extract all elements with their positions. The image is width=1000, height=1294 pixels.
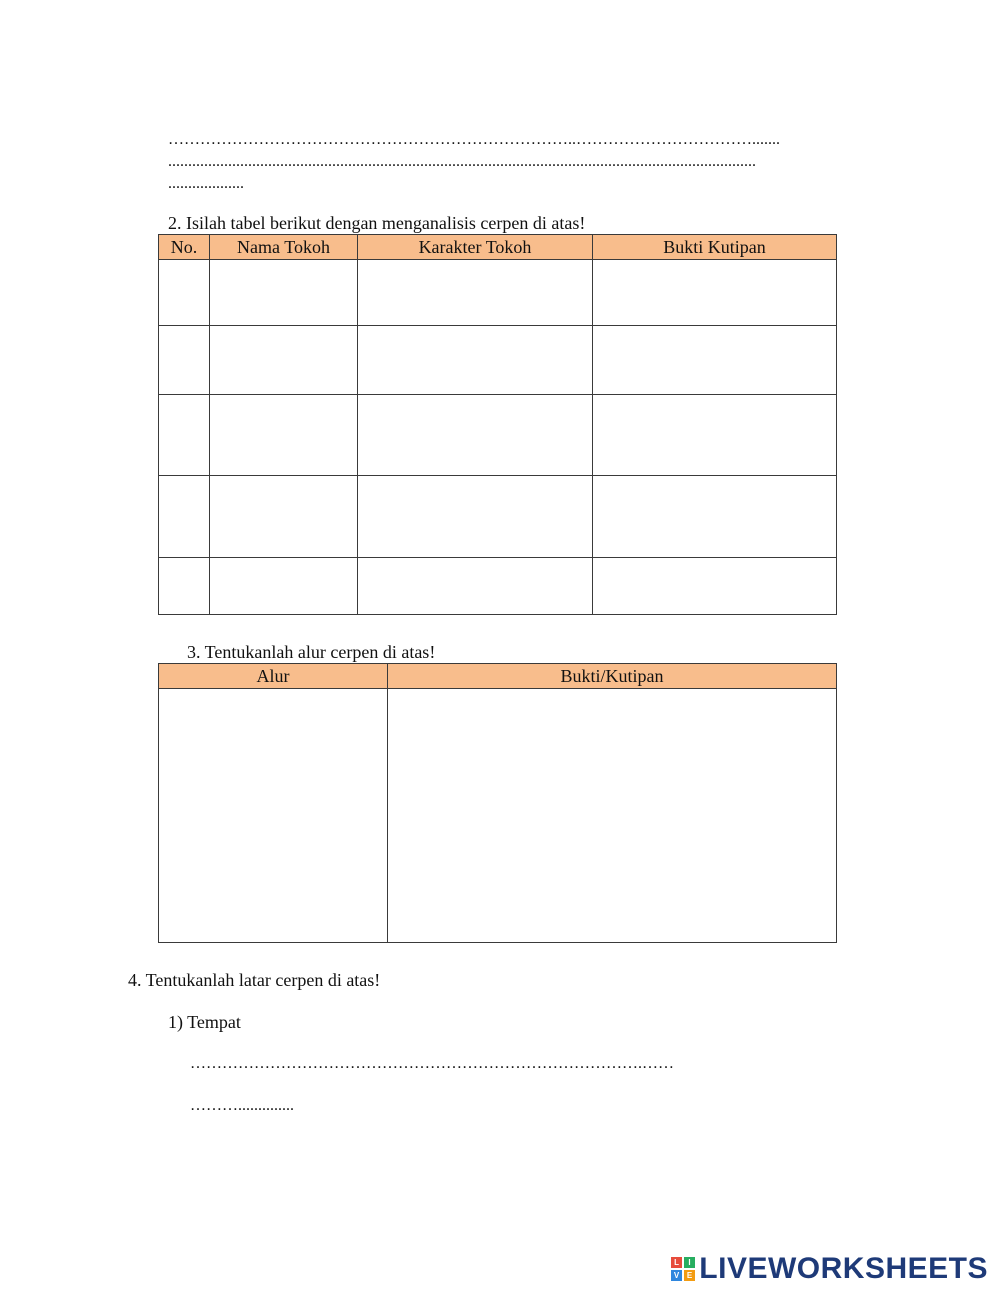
cell-nama-tokoh[interactable]	[210, 558, 358, 615]
answer-line-2[interactable]: ...................................................................................................................................................	[168, 153, 756, 170]
cell-bukti-kutipan[interactable]	[593, 558, 837, 615]
cell-nama-tokoh[interactable]	[210, 395, 358, 476]
cell-no[interactable]	[159, 326, 210, 395]
section-3-title: 3. Tentukanlah alur cerpen di atas!	[187, 642, 436, 662]
tempat-answer-line-1[interactable]: ………………………………………………………………………….……	[190, 1055, 674, 1072]
logo-tile-v: V	[671, 1270, 682, 1281]
answer-line-3[interactable]: ...................	[168, 175, 244, 192]
cell-bukti-kutipan[interactable]	[593, 326, 837, 395]
cell-karakter-tokoh[interactable]	[358, 395, 593, 476]
table-row	[159, 558, 837, 615]
col-bukti-kutipan-header: Bukti Kutipan	[593, 235, 837, 260]
cell-no[interactable]	[159, 476, 210, 558]
table-row	[159, 476, 837, 558]
cell-no[interactable]	[159, 260, 210, 326]
cell-no[interactable]	[159, 558, 210, 615]
col-nama-tokoh-header: Nama Tokoh	[210, 235, 358, 260]
table-row	[159, 326, 837, 395]
cell-no[interactable]	[159, 395, 210, 476]
cell-bukti-kutipan[interactable]	[593, 476, 837, 558]
cell-karakter-tokoh[interactable]	[358, 260, 593, 326]
table-row	[159, 395, 837, 476]
col-alur-header: Alur	[159, 664, 388, 689]
table-header-row	[159, 664, 837, 689]
table-row	[159, 689, 837, 943]
cell-karakter-tokoh[interactable]	[358, 326, 593, 395]
liveworksheets-logo[interactable]	[671, 1252, 988, 1286]
cell-karakter-tokoh[interactable]	[358, 558, 593, 615]
cell-nama-tokoh[interactable]	[210, 476, 358, 558]
tempat-answer-line-2[interactable]: ………..............	[190, 1097, 294, 1114]
answer-line-1[interactable]: …………………………………………………………………..…………………………….......	[168, 131, 780, 148]
col-bukti-kutipan-header: Bukti/Kutipan	[388, 664, 837, 689]
col-no-header: No.	[159, 235, 210, 260]
table-row	[159, 260, 837, 326]
logo-tile-e: E	[684, 1270, 695, 1281]
col-karakter-tokoh-header: Karakter Tokoh	[358, 235, 593, 260]
logo-tile-l: L	[671, 1257, 682, 1268]
cell-nama-tokoh[interactable]	[210, 326, 358, 395]
cell-bukti-kutipan[interactable]	[593, 260, 837, 326]
liveworksheets-logo-icon	[671, 1257, 695, 1281]
cell-nama-tokoh[interactable]	[210, 260, 358, 326]
cell-bukti-kutipan[interactable]	[388, 689, 837, 943]
character-table	[158, 234, 837, 615]
logo-tile-i: I	[684, 1257, 695, 1268]
section-4-title: 4. Tentukanlah latar cerpen di atas!	[128, 970, 381, 990]
plot-table	[158, 663, 837, 943]
subsection-tempat-title: 1) Tempat	[168, 1012, 241, 1032]
table-header-row	[159, 235, 837, 260]
section-2-title: 2. Isilah tabel berikut dengan menganalisis cerpen di atas!	[168, 213, 586, 233]
cell-bukti-kutipan[interactable]	[593, 395, 837, 476]
brand-name: LIVEWORKSHEETS	[699, 1252, 988, 1285]
cell-karakter-tokoh[interactable]	[358, 476, 593, 558]
cell-alur[interactable]	[159, 689, 388, 943]
